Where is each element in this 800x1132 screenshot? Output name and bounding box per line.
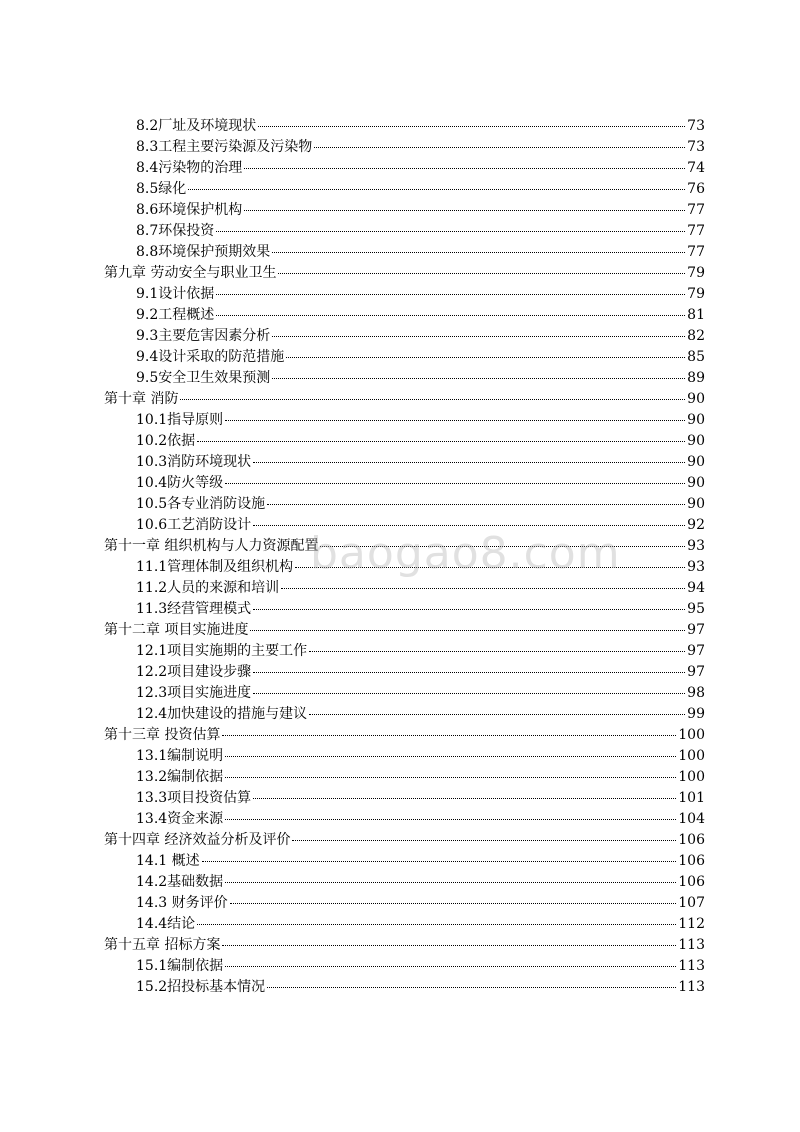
toc-entry-label: 14.3 财务评价	[136, 895, 228, 911]
toc-entry-label: 8.3工程主要污染源及污染物	[136, 139, 313, 155]
toc-page-number: 98	[687, 685, 705, 701]
toc-dot-leader	[197, 440, 685, 442]
toc-dot-leader	[292, 839, 676, 841]
toc-section-entry[interactable]	[104, 662, 705, 683]
table-of-contents	[104, 116, 705, 998]
toc-dot-leader	[253, 671, 685, 673]
toc-entry-label: 第十三章 投资估算	[104, 727, 221, 743]
watermark: baogao8.com	[310, 528, 621, 579]
toc-dot-leader	[281, 587, 685, 589]
toc-page-number: 106	[678, 832, 705, 848]
toc-dot-leader	[267, 986, 676, 988]
toc-dot-leader	[286, 356, 685, 358]
toc-dot-leader	[222, 734, 676, 736]
toc-section-entry[interactable]	[104, 746, 705, 767]
toc-page-number: 76	[687, 181, 705, 197]
toc-section-entry[interactable]	[104, 851, 705, 872]
toc-entry-label: 8.7环保投资	[136, 223, 215, 239]
toc-page-number: 74	[687, 160, 705, 176]
toc-section-entry[interactable]	[104, 242, 705, 263]
toc-dot-leader	[295, 566, 685, 568]
toc-section-entry[interactable]	[104, 326, 705, 347]
toc-dot-leader	[225, 776, 676, 778]
toc-dot-leader	[267, 503, 685, 505]
toc-chapter-entry[interactable]	[104, 389, 705, 410]
toc-entry-label: 15.2招投标基本情况	[136, 979, 266, 995]
toc-dot-leader	[180, 398, 685, 400]
toc-entry-label: 10.4防火等级	[136, 475, 224, 491]
toc-page-number: 100	[678, 727, 705, 743]
toc-entry-label: 8.5绿化	[136, 181, 187, 197]
toc-dot-leader	[225, 482, 685, 484]
toc-section-entry[interactable]	[104, 347, 705, 368]
toc-page-number: 97	[687, 664, 705, 680]
toc-section-entry[interactable]	[104, 599, 705, 620]
toc-page-number: 90	[687, 391, 705, 407]
toc-page-number: 79	[687, 265, 705, 281]
toc-entry-label: 15.1编制依据	[136, 958, 224, 974]
toc-entry-label: 8.4污染物的治理	[136, 160, 243, 176]
toc-dot-leader	[320, 545, 685, 547]
toc-entry-label: 8.6环境保护机构	[136, 202, 243, 218]
toc-section-entry[interactable]	[104, 200, 705, 221]
toc-entry-label: 14.2基础数据	[136, 874, 224, 890]
toc-section-entry[interactable]	[104, 410, 705, 431]
toc-chapter-entry[interactable]	[104, 935, 705, 956]
toc-entry-label: 第十五章 招标方案	[104, 937, 221, 953]
toc-dot-leader	[216, 314, 685, 316]
toc-entry-label: 8.2厂址及环境现状	[136, 118, 257, 134]
toc-page-number: 79	[687, 286, 705, 302]
toc-page-number: 93	[687, 559, 705, 575]
toc-entry-label: 12.2项目建设步骤	[136, 664, 252, 680]
toc-entry-label: 9.3主要危害因素分析	[136, 328, 271, 344]
toc-section-entry[interactable]	[104, 137, 705, 158]
toc-page-number: 90	[687, 412, 705, 428]
toc-dot-leader	[216, 230, 685, 232]
toc-dot-leader	[278, 272, 685, 274]
toc-page-number: 85	[687, 349, 705, 365]
toc-page-number: 92	[687, 517, 705, 533]
toc-page-number: 81	[687, 307, 705, 323]
toc-dot-leader	[202, 860, 677, 862]
toc-page-number: 77	[687, 202, 705, 218]
toc-section-entry[interactable]	[104, 578, 705, 599]
toc-page-number: 104	[678, 811, 705, 827]
toc-dot-leader	[188, 188, 685, 190]
toc-section-entry[interactable]	[104, 683, 705, 704]
toc-dot-leader	[225, 881, 676, 883]
toc-page-number: 113	[678, 958, 705, 974]
toc-entry-label: 14.1 概述	[136, 853, 200, 869]
toc-dot-leader	[197, 923, 676, 925]
toc-entry-label: 第十二章 项目实施进度	[104, 622, 249, 638]
toc-section-entry[interactable]	[104, 473, 705, 494]
toc-entry-label: 13.3项目投资估算	[136, 790, 252, 806]
toc-section-entry[interactable]	[104, 431, 705, 452]
toc-dot-leader	[222, 944, 676, 946]
toc-entry-label: 第十一章 组织机构与人力资源配置	[104, 538, 319, 554]
toc-entry-label: 9.2工程概述	[136, 307, 215, 323]
toc-section-entry[interactable]	[104, 767, 705, 788]
toc-page-number: 106	[678, 853, 705, 869]
toc-dot-leader	[253, 524, 685, 526]
toc-entry-label: 13.4资金来源	[136, 811, 224, 827]
toc-page-number: 94	[687, 580, 705, 596]
toc-page-number: 101	[678, 790, 705, 806]
toc-dot-leader	[225, 965, 676, 967]
toc-section-entry[interactable]	[104, 452, 705, 473]
toc-entry-label: 12.1项目实施期的主要工作	[136, 643, 308, 659]
toc-section-entry[interactable]	[104, 179, 705, 200]
toc-chapter-entry[interactable]	[104, 620, 705, 641]
toc-section-entry[interactable]	[104, 284, 705, 305]
toc-page-number: 89	[687, 370, 705, 386]
toc-page-number: 97	[687, 643, 705, 659]
toc-chapter-entry[interactable]	[104, 725, 705, 746]
toc-section-entry[interactable]	[104, 956, 705, 977]
toc-dot-leader	[244, 209, 685, 211]
toc-dot-leader	[258, 125, 685, 127]
toc-entry-label: 9.4设计采取的防范措施	[136, 349, 285, 365]
toc-dot-leader	[244, 167, 685, 169]
toc-dot-leader	[309, 650, 685, 652]
toc-dot-leader	[225, 755, 676, 757]
toc-entry-label: 14.4结论	[136, 916, 196, 932]
toc-section-entry[interactable]	[104, 221, 705, 242]
toc-section-entry[interactable]	[104, 158, 705, 179]
toc-entry-label: 12.3项目实施进度	[136, 685, 252, 701]
toc-section-entry[interactable]	[104, 872, 705, 893]
toc-dot-leader	[272, 377, 685, 379]
toc-entry-label: 9.5安全卫生效果预测	[136, 370, 271, 386]
toc-entry-label: 9.1设计依据	[136, 286, 215, 302]
toc-page-number: 90	[687, 475, 705, 491]
toc-dot-leader	[253, 797, 676, 799]
toc-section-entry[interactable]	[104, 914, 705, 935]
toc-page-number: 100	[678, 748, 705, 764]
toc-entry-label: 10.1指导原则	[136, 412, 224, 428]
toc-page-number: 97	[687, 622, 705, 638]
toc-entry-label: 12.4加快建设的措施与建议	[136, 706, 308, 722]
toc-entry-label: 第九章 劳动安全与职业卫生	[104, 265, 277, 281]
toc-dot-leader	[309, 713, 685, 715]
toc-dot-leader	[216, 293, 685, 295]
toc-chapter-entry[interactable]	[104, 536, 705, 557]
toc-section-entry[interactable]	[104, 809, 705, 830]
toc-chapter-entry[interactable]	[104, 263, 705, 284]
toc-section-entry[interactable]	[104, 977, 705, 998]
toc-entry-label: 10.3消防环境现状	[136, 454, 252, 470]
toc-section-entry[interactable]	[104, 116, 705, 137]
toc-page-number: 107	[678, 895, 705, 911]
toc-page-number: 90	[687, 454, 705, 470]
toc-page-number: 93	[687, 538, 705, 554]
toc-entry-label: 13.2编制依据	[136, 769, 224, 785]
toc-section-entry[interactable]	[104, 641, 705, 662]
toc-dot-leader	[272, 251, 685, 253]
toc-page-number: 82	[687, 328, 705, 344]
toc-page-number: 90	[687, 496, 705, 512]
toc-entry-label: 11.3经营管理模式	[136, 601, 252, 617]
toc-dot-leader	[225, 419, 685, 421]
toc-dot-leader	[272, 335, 685, 337]
toc-chapter-entry[interactable]	[104, 830, 705, 851]
toc-entry-label: 13.1编制说明	[136, 748, 224, 764]
toc-page-number: 73	[687, 118, 705, 134]
toc-page-number: 73	[687, 139, 705, 155]
toc-section-entry[interactable]	[104, 893, 705, 914]
toc-section-entry[interactable]	[104, 557, 705, 578]
toc-entry-label: 10.6工艺消防设计	[136, 517, 252, 533]
toc-section-entry[interactable]	[104, 788, 705, 809]
toc-section-entry[interactable]	[104, 305, 705, 326]
toc-page-number: 106	[678, 874, 705, 890]
toc-page-number: 90	[687, 433, 705, 449]
toc-page-number: 77	[687, 244, 705, 260]
toc-section-entry[interactable]	[104, 704, 705, 725]
toc-entry-label: 第十四章 经济效益分析及评价	[104, 832, 291, 848]
toc-dot-leader	[225, 818, 676, 820]
toc-dot-leader	[253, 692, 685, 694]
toc-entry-label: 第十章 消防	[104, 391, 179, 407]
toc-dot-leader	[314, 146, 685, 148]
toc-entry-label: 8.8环境保护预期效果	[136, 244, 271, 260]
toc-dot-leader	[253, 461, 685, 463]
toc-entry-label: 10.5各专业消防设施	[136, 496, 266, 512]
toc-page-number: 113	[678, 937, 705, 953]
toc-entry-label: 11.2人员的来源和培训	[136, 580, 280, 596]
toc-dot-leader	[230, 902, 677, 904]
toc-section-entry[interactable]	[104, 515, 705, 536]
toc-page-number: 99	[687, 706, 705, 722]
toc-entry-label: 11.1管理体制及组织机构	[136, 559, 294, 575]
toc-entry-label: 10.2依据	[136, 433, 196, 449]
toc-page-number: 77	[687, 223, 705, 239]
toc-page-number: 113	[678, 979, 705, 995]
toc-page-number: 100	[678, 769, 705, 785]
toc-page-number: 112	[678, 916, 705, 932]
toc-page-number: 95	[687, 601, 705, 617]
toc-section-entry[interactable]	[104, 368, 705, 389]
toc-section-entry[interactable]	[104, 494, 705, 515]
toc-dot-leader	[253, 608, 685, 610]
toc-dot-leader	[250, 629, 685, 631]
